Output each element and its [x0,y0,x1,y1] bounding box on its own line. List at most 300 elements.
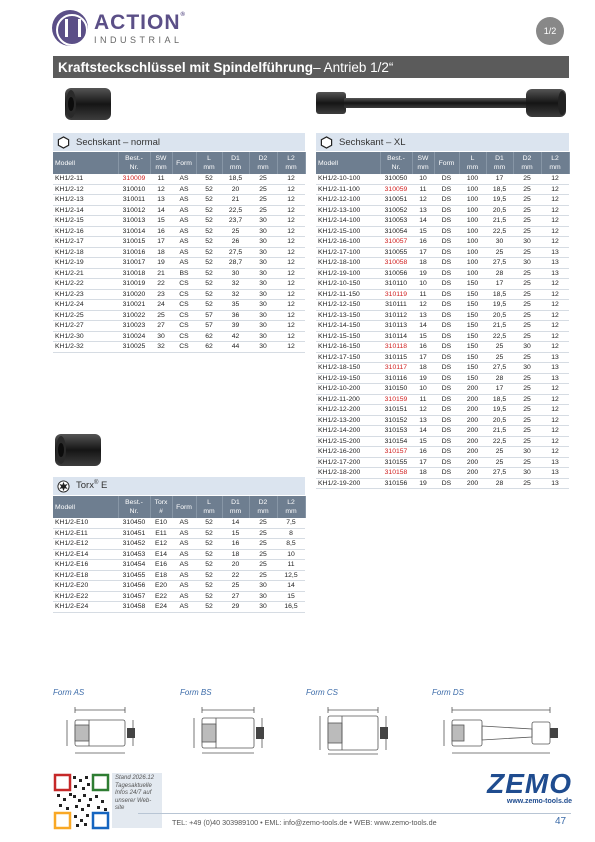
table-cell: 13 [541,268,569,279]
table-cell: 11 [277,560,305,571]
table-cell: 23,7 [222,216,249,227]
table-cell: AS [172,226,196,237]
table-cell: 12 [541,300,569,311]
table-cell: 12 [541,331,569,342]
table-cell: 12 [412,195,434,206]
table-cell: 12 [277,247,305,258]
table-row [53,289,305,300]
table-cell: 35 [222,300,249,311]
table-cell: DS [434,279,459,290]
table-cell: 22,5 [486,436,513,447]
table-cell: 310024 [118,331,150,342]
table-cell: 25 [486,352,513,363]
socket-xl-image [314,86,570,118]
table-cell: 27,5 [222,247,249,258]
table-cell: E10 [150,518,172,528]
table-cell: 310154 [380,436,412,447]
table-cell: 310111 [380,300,412,311]
table-cell: AS [172,591,196,602]
table-cell: 30 [249,310,277,321]
table-cell: 25 [513,195,541,206]
table-cell: KH1/2-E22 [53,591,118,602]
table-cell: 19,5 [486,300,513,311]
table-cell: 21,5 [486,216,513,227]
table-cell: 18 [412,468,434,479]
table-cell: E14 [150,549,172,560]
table-cell: 25 [486,247,513,258]
table-cell: 25 [249,528,277,539]
table-cell: 12 [541,321,569,332]
table-cell: KH1/2-14-200 [316,426,380,437]
table-cell: 16,5 [277,602,305,613]
table-cell: 310010 [118,184,150,195]
column-header: Modell [53,496,118,518]
table-cell: 22 [222,570,249,581]
table-row [316,174,569,184]
table-cell: 310119 [380,289,412,300]
table-cell: 19 [412,373,434,384]
table-cell: 310025 [118,342,150,353]
table-row [53,226,305,237]
table-cell: DS [434,205,459,216]
section-title-normal: Sechskant – normal [76,136,160,148]
table-cell: 15 [412,331,434,342]
table-cell: 52 [196,216,222,227]
table-row [53,342,305,353]
table-cell: 310021 [118,300,150,311]
table-cell: KH1/2-14-100 [316,216,380,227]
table-row [316,258,569,269]
table-cell: 310014 [118,226,150,237]
table-cell: KH1/2-19-150 [316,373,380,384]
table-cell: KH1/2-E24 [53,602,118,613]
form-label-ds: Form DS [432,688,464,697]
form-label-bs: Form BS [180,688,212,697]
form-ds-drawing [432,698,572,758]
table-cell: KH1/2-E10 [53,518,118,528]
table-cell: 150 [459,331,486,342]
table-cell: KH1/2-15-200 [316,436,380,447]
table-cell: 25 [249,549,277,560]
table-cell: 52 [196,528,222,539]
table-cell: DS [434,457,459,468]
table-cell: 18 [412,363,434,374]
table-cell: AS [172,549,196,560]
table-cell: KH1/2-11-100 [316,184,380,195]
table-cell: 25 [150,310,172,321]
table-cell: 30 [249,226,277,237]
table-cell: 12 [541,279,569,290]
table-cell: 25 [513,205,541,216]
table-cell: 30 [249,300,277,311]
table-cell: AS [172,195,196,206]
column-header: Form [172,496,196,518]
table-cell: 310009 [118,174,150,184]
table-cell: 52 [196,549,222,560]
form-bs-drawing [180,698,280,758]
table-cell: 11 [150,174,172,184]
table-cell: 12 [277,205,305,216]
column-header: L2 mm [541,152,569,174]
table-cell: 16 [412,447,434,458]
table-cell: 25 [513,352,541,363]
table-cell: 310158 [380,468,412,479]
table-cell: DS [434,310,459,321]
table-cell: 27,5 [486,363,513,374]
table-cell: 310016 [118,247,150,258]
table-cell: 52 [196,226,222,237]
table-cell: 14 [412,216,434,227]
table-cell: KH1/2-21 [53,268,118,279]
table-cell: 20 [222,560,249,571]
table-cell: 200 [459,478,486,489]
table-cell: 150 [459,373,486,384]
table-cell: 20 [222,184,249,195]
table-cell: CS [172,279,196,290]
table-cell: 30 [513,237,541,248]
table-cell: 27 [150,321,172,332]
table-cell: 310020 [118,289,150,300]
table-cell: 16 [412,342,434,353]
table-cell: 25 [513,331,541,342]
table-cell: 28,7 [222,258,249,269]
table-cell: 200 [459,468,486,479]
table-cell: 25 [249,570,277,581]
table-cell: DS [434,384,459,395]
table-cell: 19 [412,268,434,279]
column-header: SW mm [150,152,172,174]
form-as-drawing [53,698,153,758]
table-row [53,195,305,206]
table-cell: 310455 [118,570,150,581]
table-cell: 310452 [118,539,150,550]
table-cell: KH1/2-17-150 [316,352,380,363]
table-cell: 29 [222,602,249,613]
table-cell: 30 [513,363,541,374]
table-cell: KH1/2-18 [53,247,118,258]
table-cell: 21 [222,195,249,206]
form-cs-drawing [306,698,406,758]
table-cell: DS [434,258,459,269]
zemo-url[interactable]: www.zemo-tools.de [506,798,572,805]
table-cell: KH1/2-17-200 [316,457,380,468]
table-cell: AS [172,216,196,227]
table-cell: 310450 [118,518,150,528]
table-cell: 26 [222,237,249,248]
table-row [53,247,305,258]
table-cell: DS [434,394,459,405]
qr-code[interactable] [53,773,110,830]
table-row [53,518,305,528]
table-cell: E20 [150,581,172,592]
table-cell: KH1/2-14-150 [316,321,380,332]
table-row [316,300,569,311]
table-cell: 25 [513,279,541,290]
table-cell: 25 [513,216,541,227]
table-cell: 21,5 [486,321,513,332]
table-cell: 310150 [380,384,412,395]
action-industrial-logo [52,10,186,46]
table-torx-e [53,496,306,613]
table-row [316,426,569,437]
table-cell: 52 [196,518,222,528]
table-cell: 25 [513,457,541,468]
table-cell: 12 [541,447,569,458]
table-cell: E22 [150,591,172,602]
table-cell: 25 [222,581,249,592]
table-row [53,539,305,550]
table-cell: 310110 [380,279,412,290]
table-cell: 310451 [118,528,150,539]
table-cell: 30 [249,602,277,613]
table-cell: 13 [541,373,569,384]
table-cell: KH1/2-E16 [53,560,118,571]
table-cell: 12 [541,226,569,237]
table-cell: AS [172,528,196,539]
table-cell: 52 [196,279,222,290]
table-cell: KH1/2-19-100 [316,268,380,279]
table-cell: 13 [541,468,569,479]
table-cell: CS [172,321,196,332]
table-row [53,184,305,195]
table-cell: 310156 [380,478,412,489]
column-header: Modell [53,152,118,174]
hexagon-icon [57,136,70,149]
table-cell: DS [434,405,459,416]
table-cell: KH1/2-17-100 [316,247,380,258]
section-header-torx [53,477,305,495]
table-cell: 200 [459,436,486,447]
table-cell: 21 [150,268,172,279]
table-cell: 52 [196,570,222,581]
table-cell: 13 [541,478,569,489]
table-cell: KH1/2-30 [53,331,118,342]
zemo-brand: ZEMO [487,768,572,799]
table-row [53,174,305,184]
table-cell: 310015 [118,237,150,248]
table-cell: 30 [249,258,277,269]
table-cell: DS [434,363,459,374]
table-cell: KH1/2-15-100 [316,226,380,237]
table-cell: 10 [412,174,434,184]
table-row [316,405,569,416]
table-cell: 30 [513,468,541,479]
table-cell: 310114 [380,331,412,342]
table-row [316,373,569,384]
table-cell: 30 [249,342,277,353]
table-cell: 17 [486,384,513,395]
table-cell: 200 [459,394,486,405]
table-cell: 310018 [118,268,150,279]
table-cell: 30 [249,321,277,332]
table-cell: 25 [513,247,541,258]
table-cell: 12 [277,184,305,195]
table-cell: 12,5 [277,570,305,581]
table-cell: 310023 [118,321,150,332]
table-cell: E18 [150,570,172,581]
table-cell: 13 [541,247,569,258]
table-cell: 12 [277,331,305,342]
column-header: L mm [459,152,486,174]
table-cell: 10 [277,549,305,560]
page-title: Kraftsteckschlüssel mit Spindelführung – Antrieb 1/2“ [53,56,569,78]
table-cell: 44 [222,342,249,353]
table-cell: 310054 [380,226,412,237]
table-sechskant-normal [53,152,306,353]
zemo-logo [476,770,572,805]
column-header: L mm [196,496,222,518]
table-cell: AS [172,237,196,248]
table-cell: 25 [513,415,541,426]
table-cell: 310017 [118,258,150,269]
table-cell: 25 [249,518,277,528]
table-cell: KH1/2-E20 [53,581,118,592]
table-cell: CS [172,300,196,311]
table-cell: CS [172,342,196,353]
table-cell: KH1/2-16-150 [316,342,380,353]
table-cell: 12 [541,174,569,184]
table-cell: 12 [541,426,569,437]
table-cell: 52 [196,560,222,571]
table-cell: AS [172,205,196,216]
table-cell: 11 [412,289,434,300]
table-cell: 310115 [380,352,412,363]
column-header: Form [172,152,196,174]
table-cell: 13 [412,415,434,426]
table-cell: 30 [249,237,277,248]
table-cell: DS [434,447,459,458]
table-cell: DS [434,321,459,332]
table-cell: 12 [412,300,434,311]
socket-normal-image [63,84,113,124]
table-cell: 310057 [380,237,412,248]
table-cell: 310453 [118,549,150,560]
table-row [316,457,569,468]
table-cell: 52 [196,539,222,550]
table-cell: 30 [249,331,277,342]
table-cell: CS [172,310,196,321]
table-cell: 30 [222,268,249,279]
table-row [316,415,569,426]
table-cell: KH1/2-27 [53,321,118,332]
table-cell: 25 [513,174,541,184]
table-row [316,342,569,353]
table-cell: AS [172,258,196,269]
table-cell: 310116 [380,373,412,384]
table-cell: 11 [412,394,434,405]
table-cell: 310155 [380,457,412,468]
table-cell: 57 [196,310,222,321]
table-cell: 12 [277,321,305,332]
column-header: D1 mm [222,152,249,174]
table-row [53,216,305,227]
table-cell: 310019 [118,279,150,290]
table-cell: 14 [412,426,434,437]
table-cell: 7,5 [277,518,305,528]
table-cell: 18,5 [486,394,513,405]
table-cell: 310011 [118,195,150,206]
table-cell: 25 [249,539,277,550]
table-cell: 22,5 [486,226,513,237]
table-cell: 310458 [118,602,150,613]
table-cell: 8,5 [277,539,305,550]
table-cell: 25 [513,384,541,395]
table-cell: 310457 [118,591,150,602]
table-cell: 25 [249,174,277,184]
table-cell: 52 [196,268,222,279]
table-cell: KH1/2-11 [53,174,118,184]
table-cell: 10 [412,384,434,395]
table-cell: E12 [150,539,172,550]
table-cell: KH1/2-17 [53,237,118,248]
table-cell: 200 [459,447,486,458]
column-header: SW mm [412,152,434,174]
table-cell: 310012 [118,205,150,216]
table-cell: 25 [249,195,277,206]
table-cell: 200 [459,405,486,416]
table-cell: 30 [150,331,172,342]
table-cell: 30 [249,268,277,279]
table-cell: E11 [150,528,172,539]
column-header: D1 mm [486,152,513,174]
section-header-normal [53,133,305,151]
table-cell: 20,5 [486,205,513,216]
table-row [53,602,305,613]
table-cell: 52 [196,289,222,300]
table-cell: 12 [541,384,569,395]
table-cell: KH1/2-18-150 [316,363,380,374]
table-cell: AS [172,174,196,184]
column-header: L2 mm [277,496,305,518]
table-cell: 13 [541,258,569,269]
table-cell: DS [434,373,459,384]
table-cell: 16 [222,539,249,550]
table-cell: 52 [196,195,222,206]
page-badge: 1/2 [536,17,564,45]
table-cell: KH1/2-16 [53,226,118,237]
table-cell: 15 [277,591,305,602]
table-cell: 25 [513,321,541,332]
table-cell: KH1/2-E12 [53,539,118,550]
table-cell: KH1/2-22 [53,279,118,290]
table-cell: AS [172,560,196,571]
table-cell: 17 [412,352,434,363]
table-cell: DS [434,342,459,353]
table-cell: KH1/2-13-150 [316,310,380,321]
table-cell: 100 [459,247,486,258]
table-cell: 13 [541,352,569,363]
table-cell: 12 [277,195,305,206]
table-cell: 32 [222,289,249,300]
table-cell: 310157 [380,447,412,458]
table-row [316,205,569,216]
column-header: Torx # [150,496,172,518]
table-cell: 25 [249,560,277,571]
table-cell: 30 [249,216,277,227]
table-cell: 39 [222,321,249,332]
table-cell: 18 [412,258,434,269]
table-cell: 11 [412,184,434,195]
table-cell: 13 [541,363,569,374]
table-cell: 8 [277,528,305,539]
stand-info-box: Stand 2026.12 Tagesaktuelle Infos 24/7 auf unserer Web- site [112,773,162,828]
table-cell: 15 [222,528,249,539]
table-cell: 150 [459,310,486,321]
table-cell: 22,5 [222,205,249,216]
table-row [53,258,305,269]
table-cell: 25 [513,436,541,447]
table-cell: 62 [196,331,222,342]
